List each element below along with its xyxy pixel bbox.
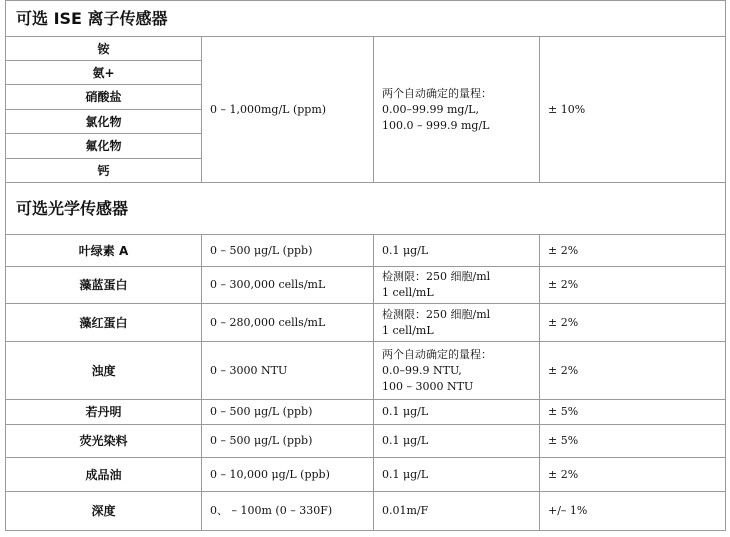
optical-range-cell: 0、 – 100m (0 – 330F) [202,492,374,531]
ise-item-name: 氟化物 [6,134,202,159]
optical-resolution-cell [374,342,540,400]
ise-item-name: 铵 [6,37,202,61]
optical-sensor-name: 藻蓝蛋白 [6,267,202,304]
optical-resolution-cell [374,235,540,267]
optical-row [6,342,726,400]
optical-sensor-name: 藻红蛋白 [6,304,202,342]
ise-resolution-cell [374,37,540,183]
optical-row [6,425,726,458]
optical-resolution-line: 1 cell/mL [382,323,434,337]
optical-accuracy-cell: ± 5% [540,400,726,425]
optical-resolution-cell [374,400,540,425]
optical-accuracy-cell: ± 2% [540,342,726,400]
optical-resolution-line: 0.01m/F [382,504,429,517]
optical-accuracy-cell: ± 2% [540,267,726,304]
optical-resolution-cell [374,267,540,304]
optical-row [6,235,726,267]
optical-resolution-line: 检测限：250 细胞/ml [382,270,491,283]
optical-sensor-name: 叶绿素 A [6,235,202,267]
ise-item-name: 氨+ [6,61,202,85]
optical-resolution-line: 0.1 μg/L [382,243,429,257]
optical-sensor-name: 荧光染料 [6,425,202,458]
optical-resolution-line: 两个自动确定的量程： [382,347,492,361]
optical-sensor-name: 浊度 [6,342,202,400]
ise-item-name: 硝酸盐 [6,85,202,110]
optical-range-cell: 0 – 3000 NTU [202,342,374,400]
optical-resolution-cell [374,458,540,492]
optical-resolution-line: 100 – 3000 NTU [382,379,474,393]
optical-accuracy-cell: ± 2% [540,458,726,492]
optical-sensor-name: 深度 [6,492,202,531]
sensor-spec-table [5,0,726,531]
optical-row [6,304,726,342]
optical-range-cell: 0 – 280,000 cells/mL [202,304,374,342]
optical-range-cell: 0 – 300,000 cells/mL [202,267,374,304]
optical-resolution-line: 1 cell/mL [382,286,434,299]
optical-sensor-name: 成品油 [6,458,202,492]
optical-accuracy-cell: +/– 1% [540,492,726,531]
optical-section-title: 可选光学传感器 [6,183,726,235]
optical-resolution-cell [374,492,540,531]
optical-range-cell: 0 – 500 μg/L (ppb) [202,235,374,267]
optical-resolution-line: 0.1 μg/L [382,405,429,418]
ise-header-row [6,1,726,37]
optical-row [6,267,726,304]
optical-resolution-line: 检测限：250 细胞/ml [382,307,491,321]
optical-row [6,458,726,492]
ise-section-title: 可选 ISE 离子传感器 [6,1,726,37]
optical-range-cell: 0 – 500 μg/L (ppb) [202,425,374,458]
ise-item-name: 钙 [6,159,202,183]
ise-range-cell: 0 – 1,000mg/L (ppm) [202,37,374,183]
ise-resolution-line: 两个自动确定的量程： [382,86,492,100]
optical-resolution-line: 0.1 μg/L [382,434,429,447]
optical-resolution-cell [374,425,540,458]
optical-range-cell: 0 – 10,000 μg/L (ppb) [202,458,374,492]
optical-row [6,492,726,531]
ise-row [6,37,726,61]
optical-header-row [6,183,726,235]
optical-sensor-name: 若丹明 [6,400,202,425]
optical-resolution-line: 0.1 μg/L [382,467,429,481]
ise-accuracy-cell: ± 10% [540,37,726,183]
optical-resolution-cell [374,304,540,342]
optical-accuracy-cell: ± 2% [540,304,726,342]
ise-resolution-line: 0.00–99.99 mg/L, [382,102,479,116]
ise-item-name: 氯化物 [6,110,202,134]
optical-accuracy-cell: ± 2% [540,235,726,267]
optical-row [6,400,726,425]
optical-range-cell: 0 – 500 μg/L (ppb) [202,400,374,425]
ise-resolution-line: 100.0 – 999.9 mg/L [382,118,490,132]
optical-resolution-line: 0.0–99.9 NTU, [382,363,462,377]
optical-accuracy-cell: ± 5% [540,425,726,458]
